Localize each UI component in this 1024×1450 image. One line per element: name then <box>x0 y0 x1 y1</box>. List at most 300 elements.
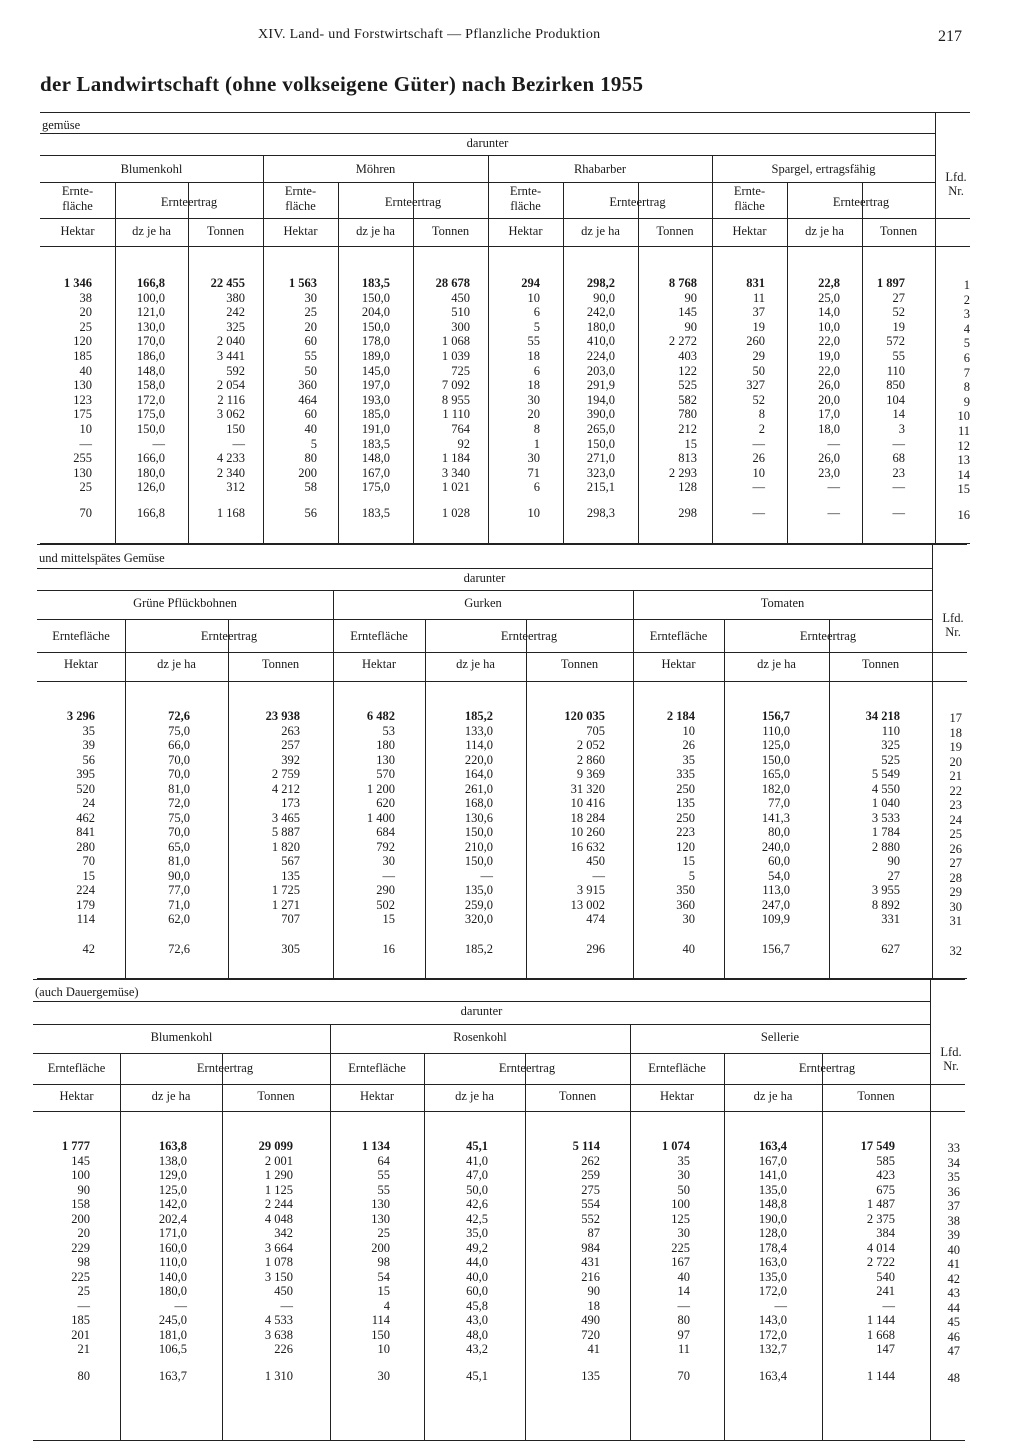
table-cell: 55 <box>527 334 540 349</box>
table-cell: 6 <box>533 363 540 378</box>
page-number: 217 <box>938 28 962 45</box>
table-cell: 8 955 <box>441 392 470 407</box>
table-cell: 58 <box>304 480 317 495</box>
table-cell: 15 <box>382 912 395 926</box>
row-number: 17 <box>949 711 962 725</box>
table-cell: 250 <box>676 810 695 825</box>
erntefläche-label: Erntefläche <box>348 1061 406 1075</box>
table-cell: — <box>882 1298 895 1313</box>
table-cell: 335 <box>676 767 695 781</box>
table-cell: 56 <box>82 752 95 767</box>
table-cell: 8 768 <box>668 276 697 290</box>
table-cell: 764 <box>451 422 470 436</box>
table-cell: 120 <box>73 334 92 349</box>
table-cell: 185 <box>71 1313 90 1327</box>
table-cell: 323,0 <box>586 465 615 480</box>
table-cell: 70,0 <box>168 825 190 839</box>
table-cell: 202,4 <box>158 1211 187 1226</box>
table-cell: 26,0 <box>818 378 840 393</box>
row-number: 11 <box>957 424 970 438</box>
table-cell: 135,0 <box>758 1182 787 1197</box>
table-cell: 110,0 <box>159 1255 187 1269</box>
table-cell: 130 <box>73 465 92 480</box>
table-cell: — <box>752 436 765 451</box>
table-cell: 22,8 <box>818 276 840 290</box>
table-cell: 10 <box>527 290 540 305</box>
table-cell: 3 340 <box>441 465 470 480</box>
table-cell: 19,0 <box>818 349 840 363</box>
table-cell: 342 <box>274 1226 293 1240</box>
table-cell: 540 <box>876 1269 895 1284</box>
table-top-rule <box>33 979 965 980</box>
hektar-label: Hektar <box>661 657 696 671</box>
table-cell: 178,0 <box>361 334 390 349</box>
page-title: der Landwirtschaft (ohne volkseigene Güter) nach Bezirken 1955 <box>40 72 644 96</box>
table-cell: 60 <box>304 334 317 349</box>
table-cell: 185 <box>73 349 92 363</box>
table-cell: 1 168 <box>216 506 245 520</box>
table-cell: — <box>892 480 905 495</box>
table-cell: 21 <box>77 1342 90 1356</box>
table-cell: 1 144 <box>866 1313 895 1327</box>
group-heading: Blumenkohl <box>120 162 183 176</box>
table-cell: 2 375 <box>866 1211 895 1226</box>
table-cell: 240,0 <box>761 839 790 854</box>
table-cell: 114,0 <box>465 738 493 752</box>
table-cell: — <box>77 1298 90 1313</box>
table-top-rule <box>40 112 970 113</box>
table-cell: 312 <box>226 480 245 495</box>
table-cell: 90 <box>887 854 900 868</box>
table-cell: 8 <box>758 407 765 422</box>
group-rule <box>37 590 932 591</box>
table-cell: 474 <box>586 912 605 926</box>
erntefläche-label: fläche <box>62 199 93 213</box>
row-number: 27 <box>949 856 962 870</box>
table-cell: 984 <box>581 1240 600 1255</box>
table-cell: 55 <box>892 349 905 363</box>
hektar-label: Hektar <box>659 1089 694 1103</box>
table-cell: 392 <box>281 752 300 767</box>
table-cell: 163,4 <box>758 1139 787 1153</box>
table-cell: 3 465 <box>271 810 300 825</box>
table-cell: 204,0 <box>361 305 390 320</box>
table-cell: 180,0 <box>136 465 165 480</box>
table-cell: 173 <box>281 796 300 810</box>
ernteertrag-label: Ernteertrag <box>609 195 666 209</box>
row-number: 12 <box>957 438 970 453</box>
table-cell: 25 <box>377 1226 390 1240</box>
section-title: (auch Dauergemüse) <box>35 985 139 999</box>
row-number: 48 <box>947 1371 960 1385</box>
table-cell: 70 <box>82 854 95 868</box>
table-cell: 70,0 <box>168 752 190 767</box>
table-cell: 200 <box>371 1240 390 1255</box>
table-cell: 4 212 <box>271 781 300 796</box>
table-cell: 462 <box>76 810 95 825</box>
table-cell: 18 284 <box>570 810 605 825</box>
table-cell: 298 <box>678 506 697 520</box>
table-cell: 150,0 <box>586 436 615 451</box>
table-cell: 2 116 <box>217 392 245 407</box>
table-cell: 241 <box>876 1284 895 1298</box>
table-cell: 2 <box>758 422 765 436</box>
table-cell: 50 <box>677 1182 690 1197</box>
table-cell: 20 <box>304 319 317 334</box>
row-number: 23 <box>949 798 962 812</box>
table-cell: 705 <box>586 723 605 738</box>
table-cell: 8 892 <box>871 897 900 912</box>
table-cell: 224 <box>76 883 95 897</box>
table-cell: 158 <box>71 1197 90 1211</box>
table-cell: 10 416 <box>570 796 605 810</box>
table-cell: 60,0 <box>466 1284 488 1298</box>
table-cell: 431 <box>581 1255 600 1269</box>
table-cell: 135,0 <box>758 1269 787 1284</box>
table-cell: 225 <box>671 1240 690 1255</box>
table-cell: 23 938 <box>265 709 300 723</box>
erntefläche-label: Ernte- <box>733 184 766 198</box>
row-number: 46 <box>947 1329 960 1344</box>
table-cell: 130 <box>73 378 92 393</box>
data-rule <box>40 246 970 247</box>
row-number: 38 <box>947 1213 960 1228</box>
table-cell: 166,0 <box>136 451 165 466</box>
row-number: 4 <box>963 321 970 336</box>
table-cell: 114 <box>371 1313 390 1327</box>
table-cell: — <box>752 480 765 495</box>
table-cell: 54,0 <box>768 868 790 883</box>
nr-label: Nr. <box>948 184 964 198</box>
table-cell: 122 <box>678 363 697 378</box>
table-cell: 130 <box>376 752 395 767</box>
table-cell: 5 549 <box>871 767 900 781</box>
table-cell: 261,0 <box>464 781 493 796</box>
table-cell: 14 <box>892 407 905 422</box>
table-cell: 148,8 <box>758 1197 787 1211</box>
table-cell: 720 <box>581 1327 600 1342</box>
lfd-label: Lfd. <box>940 1045 962 1059</box>
table-cell: 229 <box>71 1240 90 1255</box>
table-cell: 242,0 <box>586 305 615 320</box>
table-cell: 175,0 <box>361 480 390 495</box>
table-cell: 2 272 <box>668 334 697 349</box>
table-cell: 201 <box>71 1327 90 1342</box>
table-cell: 200 <box>298 465 317 480</box>
dz-je-ha-label: dz je ha <box>157 657 196 671</box>
table-cell: 167,0 <box>758 1153 787 1168</box>
ernteertrag-label: Ernteertrag <box>160 195 218 209</box>
group-heading: Blumenkohl <box>150 1030 213 1044</box>
table-cell: 30 <box>382 854 395 868</box>
table-cell: 43,2 <box>466 1342 488 1356</box>
table-cell: 1 028 <box>441 506 470 520</box>
table-cell: 780 <box>678 407 697 422</box>
table-cell: 2 293 <box>668 465 697 480</box>
tonnen-label: Tonnen <box>857 1089 895 1103</box>
unit-rule <box>37 652 967 653</box>
section-title: gemüse <box>42 118 81 132</box>
row-number: 44 <box>947 1300 960 1315</box>
table-cell: 220,0 <box>464 752 493 767</box>
table-cell: 168,0 <box>464 796 493 810</box>
row-number: 33 <box>947 1141 960 1155</box>
table-cell: — <box>232 436 245 451</box>
table-cell: 126,0 <box>136 480 165 495</box>
dz-je-ha-label: dz je ha <box>455 1089 494 1103</box>
table-cell: 2 001 <box>264 1153 293 1168</box>
darunter-label: darunter <box>466 136 509 150</box>
row-number: 9 <box>963 394 970 409</box>
table-cell: 125,0 <box>761 738 790 752</box>
table-cell: 80 <box>77 1369 90 1383</box>
group-heading: Möhren <box>355 162 396 176</box>
ernteertrag-label: Ernteertrag <box>799 629 857 643</box>
table-cell: 255 <box>73 451 92 466</box>
erntefläche-label: Ernte- <box>61 184 94 198</box>
row-number: 1 <box>963 278 970 292</box>
table-cell: 185,2 <box>464 709 493 723</box>
table-cell: 128,0 <box>758 1226 787 1240</box>
table-cell: 181,0 <box>158 1327 187 1342</box>
nr-label: Nr. <box>943 1059 959 1073</box>
table-cell: 37 <box>752 305 765 320</box>
row-number: 22 <box>949 783 962 798</box>
table-cell: 410,0 <box>586 334 615 349</box>
table-cell: 80 <box>304 451 317 466</box>
table-cell: — <box>827 436 840 451</box>
table-cell: 185,2 <box>464 942 493 956</box>
table-cell: 98 <box>77 1255 90 1269</box>
table-cell: 49,2 <box>466 1240 488 1255</box>
table-cell: 554 <box>581 1197 600 1211</box>
table-cell: 5 887 <box>271 825 300 839</box>
row-number: 2 <box>963 292 970 307</box>
subheader-rule <box>33 1053 930 1054</box>
table-cell: 130 <box>371 1197 390 1211</box>
table-cell: 180,0 <box>586 319 615 334</box>
table-cell: 4 014 <box>866 1240 895 1255</box>
table-cell: 1 487 <box>866 1197 895 1211</box>
table-cell: 98 <box>377 1255 390 1269</box>
table-cell: 1 784 <box>871 825 900 839</box>
table-cell: 3 533 <box>871 810 900 825</box>
table-cell: 180 <box>376 738 395 752</box>
table-cell: 380 <box>226 290 245 305</box>
row-number: 30 <box>949 899 962 914</box>
table-cell: 165,0 <box>761 767 790 781</box>
table-cell: 80 <box>677 1313 690 1327</box>
table-cell: 41,0 <box>466 1153 488 1168</box>
table-cell: 9 369 <box>576 767 605 781</box>
table-cell: — <box>827 480 840 495</box>
table-cell: 1 777 <box>61 1139 90 1153</box>
table-cell: 265,0 <box>586 422 615 436</box>
erntefläche-label: Erntefläche <box>649 629 708 643</box>
table-cell: 100 <box>71 1168 90 1182</box>
table-cell: 41 <box>587 1342 600 1356</box>
table-cell: 145,0 <box>361 363 390 378</box>
table-cell: 40 <box>79 363 92 378</box>
table-cell: 3 441 <box>216 349 245 363</box>
hektar-label: Hektar <box>361 657 396 671</box>
table-cell: 100,0 <box>136 290 165 305</box>
table-cell: 166,8 <box>136 506 165 520</box>
table-cell: 567 <box>281 854 300 868</box>
table-cell: 180,0 <box>158 1284 187 1298</box>
table-cell: 135,0 <box>464 883 493 897</box>
group-heading: Gurken <box>464 596 502 610</box>
erntefläche-label: Erntefläche <box>52 629 110 643</box>
table-cell: 5 114 <box>572 1139 600 1153</box>
table-cell: 15 <box>684 436 697 451</box>
table-cell: 197,0 <box>361 378 390 393</box>
table-cell: 263 <box>281 723 300 738</box>
table-cell: 1 310 <box>264 1369 293 1383</box>
darunter-label: darunter <box>460 1004 503 1018</box>
row-number: 14 <box>957 467 970 482</box>
tonnen-label: Tonnen <box>257 1089 295 1103</box>
table-cell: 68 <box>892 451 905 466</box>
table-cell: 10 <box>79 422 92 436</box>
table-cell: 148,0 <box>361 451 390 466</box>
table-cell: 150,0 <box>361 290 390 305</box>
table-cell: 3 062 <box>216 407 245 422</box>
table-cell: 3 915 <box>576 883 605 897</box>
table-cell: 294 <box>521 276 540 290</box>
table-cell: 100 <box>671 1197 690 1211</box>
table-cell: 47,0 <box>466 1168 488 1182</box>
row-number: 39 <box>947 1228 960 1242</box>
dz-je-ha-label: dz je ha <box>151 1089 191 1103</box>
table-cell: 133,0 <box>464 723 493 738</box>
table-cell: 1 563 <box>288 276 317 290</box>
table-cell: 25 <box>79 480 92 495</box>
table-cell: 1 021 <box>441 480 470 495</box>
row-number: 20 <box>949 754 962 769</box>
table-cell: 40 <box>677 1269 690 1284</box>
data-rule <box>33 1111 965 1112</box>
table-cell: 64 <box>377 1153 390 1168</box>
table-cell: 10 <box>682 723 695 738</box>
table-cell: 26 <box>682 738 695 752</box>
table-cell: 158,0 <box>136 378 165 393</box>
table-cell: 70 <box>677 1369 690 1383</box>
table-cell: 70,0 <box>168 767 190 781</box>
group-heading: Rosenkohl <box>453 1030 507 1044</box>
table-cell: 15 <box>682 854 695 868</box>
table-cell: 130,0 <box>136 319 165 334</box>
table-cell: 3 <box>898 422 905 436</box>
row-number: 5 <box>963 336 970 351</box>
row-number: 3 <box>963 307 970 322</box>
table-cell: 259,0 <box>464 897 493 912</box>
table-cell: 110,0 <box>762 723 790 738</box>
table-cell: 3 638 <box>264 1327 293 1342</box>
table-cell: 72,0 <box>168 796 190 810</box>
table-cell: 43,0 <box>466 1313 488 1327</box>
table-cell: 325 <box>226 319 245 334</box>
table-cell: 163,4 <box>758 1369 787 1383</box>
tonnen-label: Tonnen <box>261 657 300 671</box>
tonnen-label: Tonnen <box>656 224 694 238</box>
row-number: 42 <box>947 1271 960 1286</box>
row-number: 10 <box>957 409 970 424</box>
table-cell: 320,0 <box>464 912 493 926</box>
table-cell: 52 <box>892 305 905 320</box>
table-cell: 120 035 <box>564 709 605 723</box>
table-cell: 262 <box>581 1153 600 1168</box>
table-cell: 275 <box>581 1182 600 1197</box>
table-cell: 75,0 <box>168 810 190 825</box>
table-cell: 813 <box>678 451 697 466</box>
table-cell: 141,3 <box>761 810 790 825</box>
table-cell: 585 <box>876 1153 895 1168</box>
table-cell: 5 <box>310 436 317 451</box>
table-cell: 305 <box>281 942 300 956</box>
table-cell: 215,1 <box>586 480 615 495</box>
table-cell: 72,6 <box>168 709 190 723</box>
table-cell: 92 <box>457 436 470 451</box>
row-number: 24 <box>949 812 962 827</box>
table-cell: 2 052 <box>576 738 605 752</box>
row-number: 31 <box>949 914 962 928</box>
row-number: 47 <box>947 1344 960 1358</box>
table-cell: 4 550 <box>871 781 900 796</box>
table-cell: 25 <box>77 1284 90 1298</box>
table-cell: 87 <box>587 1226 600 1240</box>
table-cell: 72,6 <box>168 942 190 956</box>
table-cell: 45,1 <box>466 1139 488 1153</box>
table-cell: 6 <box>533 305 540 320</box>
table-cell: 291,9 <box>586 378 615 393</box>
erntefläche-label: Erntefläche <box>47 1061 106 1075</box>
table-cell: 141,0 <box>758 1168 787 1182</box>
table-cell: 280 <box>76 839 95 854</box>
erntefläche-label: Ernte- <box>284 184 317 198</box>
hektar-label: Hektar <box>283 224 318 238</box>
table-cell: 150,0 <box>136 422 165 436</box>
table-cell: 582 <box>678 392 697 407</box>
table-cell: 172,0 <box>136 392 165 407</box>
hektar-label: Hektar <box>508 224 543 238</box>
table-cell: 35 <box>82 723 95 738</box>
table-cell: 300 <box>451 319 470 334</box>
table-cell: 298,3 <box>586 506 615 520</box>
row-number: 21 <box>949 769 962 783</box>
table-cell: 1 039 <box>441 349 470 363</box>
table-cell: 242 <box>226 305 245 320</box>
table-cell: 34 218 <box>865 709 900 723</box>
table-cell: 90 <box>684 290 697 305</box>
table-cell: 30 <box>377 1369 390 1383</box>
table-cell: 145 <box>71 1153 90 1168</box>
table-cell: 183,5 <box>361 276 390 290</box>
table-cell: 1 200 <box>366 781 395 796</box>
row-number: 8 <box>963 380 970 395</box>
table-cell: 25 <box>79 319 92 334</box>
table-cell: 26 <box>752 451 765 466</box>
table-cell: 520 <box>76 781 95 796</box>
table-cell: 104 <box>886 392 905 407</box>
table-cell: 138,0 <box>158 1153 187 1168</box>
table-cell: 18,0 <box>818 422 840 436</box>
table-cell: 14,0 <box>818 305 840 320</box>
table-cell: 30 <box>682 912 695 926</box>
table-cell: 259 <box>581 1168 600 1182</box>
table-cell: 170,0 <box>136 334 165 349</box>
table-cell: 163,7 <box>158 1369 187 1383</box>
